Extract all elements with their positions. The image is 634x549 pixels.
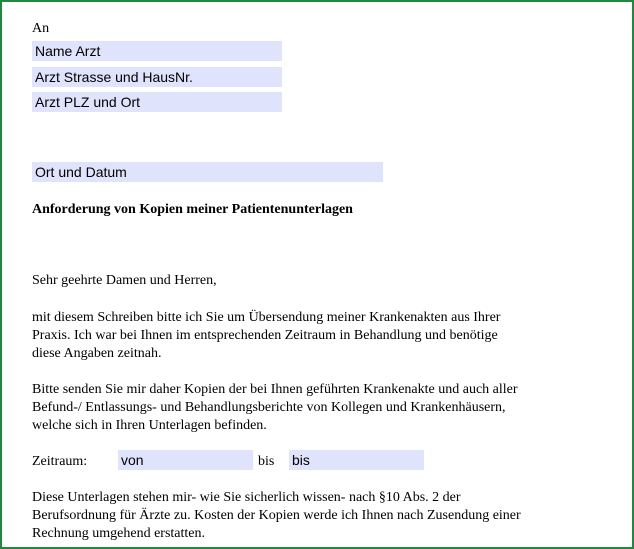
place-date-field[interactable]: Ort und Datum [32, 162, 383, 182]
text-line: Praxis. Ich war bei Ihnen im entsprechenden Zeitraum in Behandlung und benötige [32, 328, 498, 343]
text-line: Diese Unterlagen stehen mir- wie Sie sicherlich wissen- nach §10 Abs. 2 der [32, 490, 461, 505]
paragraph-documents [32, 381, 612, 435]
text-line: mit diesem Schreiben bitte ich Sie um Übersendung meiner Krankenakten aus Ihrer [32, 310, 501, 325]
recipient-city-field[interactable]: Arzt PLZ und Ort [32, 92, 282, 112]
text-line: welche sich in Ihren Unterlagen befinden. [32, 418, 267, 433]
period-label: Zeitraum: [32, 454, 88, 469]
recipient-street-field[interactable]: Arzt Strasse und HausNr. [32, 67, 282, 87]
period-from-field[interactable]: von [118, 450, 253, 470]
period-to-field[interactable]: bis [289, 450, 424, 470]
paragraph-request [32, 309, 612, 363]
recipient-label: An [32, 21, 50, 36]
subject-line: Anforderung von Kopien meiner Patientenunterlagen [32, 202, 353, 217]
paragraph-legal-basis [32, 489, 612, 543]
text-line: Rechnung umgehend erstatten. [32, 526, 206, 541]
period-separator: bis [258, 454, 275, 469]
text-line: Bitte senden Sie mir daher Kopien der bei Ihnen geführten Krankenakte und auch aller [32, 382, 518, 397]
recipient-name-field[interactable]: Name Arzt [32, 41, 282, 61]
text-line: Befund-/ Entlassungs- und Behandlungsberichte von Kollegen und Krankenhäusern, [32, 400, 506, 415]
text-line: diese Angaben zeitnah. [32, 346, 162, 361]
salutation: Sehr geehrte Damen und Herren, [32, 273, 217, 288]
text-line: Berufsordnung für Ärzte zu. Kosten der Kopien werde ich Ihnen nach Zusendung einer [32, 508, 521, 523]
